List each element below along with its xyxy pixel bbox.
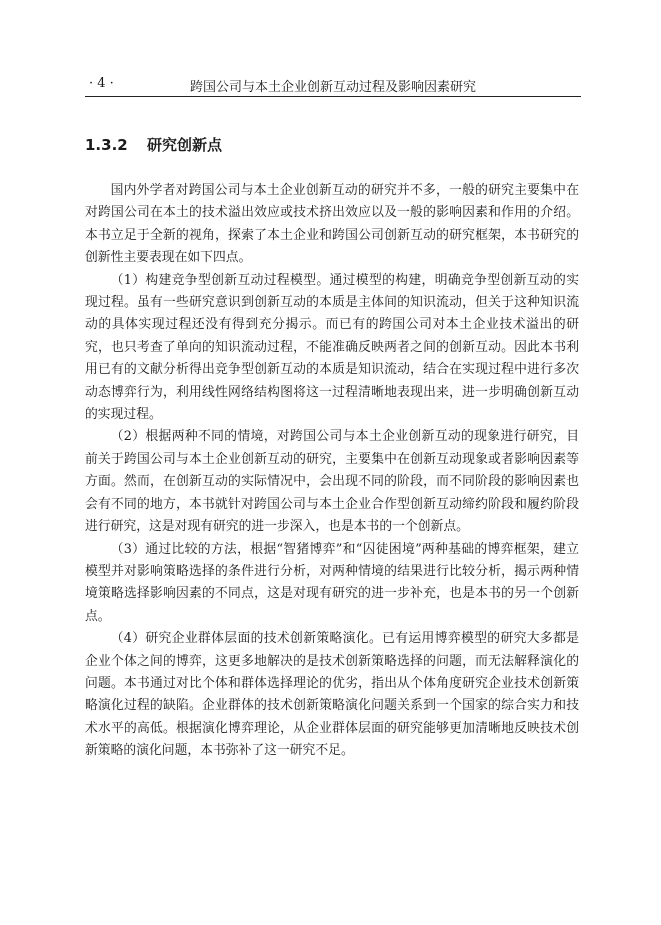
section-title: 研究创新点 bbox=[146, 136, 222, 154]
body-text bbox=[85, 180, 579, 763]
page-number: · 4 · bbox=[89, 76, 114, 91]
paragraph-point-4: （4）研究企业群体层面的技术创新策略演化。已有运用博弈模型的研究大多都是企业个体之间的博弈，这更多地解决的是技术创新策略选择的问题，而无法解释演化的问题。本书通过对比个体和群体选择理论的优劣，指出从个体角度研究企业技术创新策略演化过程的缺陷。企业群体的技术创新策略演化问题关系到一个国家的综合实力和技术水平的高低。根据演化博弈理论，从企业群体层面的研究能够更加清晰地反映技术创新策略的演化问题，本书弥补了这一研究不足。 bbox=[85, 631, 579, 759]
paragraph-point-2: （2）根据两种不同的情境，对跨国公司与本土企业创新互动的现象进行研究，目前关于跨国公司与本土企业创新互动的研究，主要集中在创新互动现象或者影响因素等方面。然而，在创新互动的实际情况中，会出现不同的阶段，而不同阶段的影响因素也会有不同的地方，本书就针对跨国公司与本土企业合作型创新互动缔约阶段和履约阶段进行研究，这是对现有研究的进一步深入，也是本书的一个创新点。 bbox=[85, 429, 579, 535]
paragraph-intro: 国内外学者对跨国公司与本土企业创新互动的研究并不多，一般的研究主要集中在对跨国公司在本土的技术溢出效应或技术挤出效应以及一般的影响因素和作用的介绍。本书立足于全新的视角，探索了本土企业和跨国公司创新互动的研究框架，本书研究的创新性主要表现在如下四点。 bbox=[85, 183, 579, 266]
paragraph-point-3: （3）通过比较的方法，根据“智猪博弈”和“囚徒困境”两种基础的博弈框架，建立模型并对影响策略选择的条件进行分析，对两种情境的结果进行比较分析，揭示两种情境策略选择影响因素的不同点，这是对现有研究的进一步补充，也是本书的另一个创新点。 bbox=[85, 541, 579, 624]
section-heading bbox=[85, 134, 222, 155]
paragraph-point-1: （1）构建竞争型创新互动过程模型。通过模型的构建，明确竞争型创新互动的实现过程。虽有一些研究意识到创新互动的本质是主体间的知识流动，但关于这种知识流动的具体实现过程还没有得到充分揭示。而已有的跨国公司对本土企业技术溢出的研究，也只考查了单向的知识流动过程，不能准确反映两者之间的创新互动。因此本书利用已有的文献分析得出竞争型创新互动的本质是知识流动，结合在实现过程中进行多次动态博弈行为，利用线性网络结构图将这一过程清晰地表现出来，进一步明确创新互动的实现过程。 bbox=[85, 272, 579, 423]
section-number: 1.3.2 bbox=[85, 136, 128, 154]
running-title: 跨国公司与本土企业创新互动过程及影响因素研究 bbox=[189, 80, 476, 95]
running-header bbox=[85, 72, 581, 97]
